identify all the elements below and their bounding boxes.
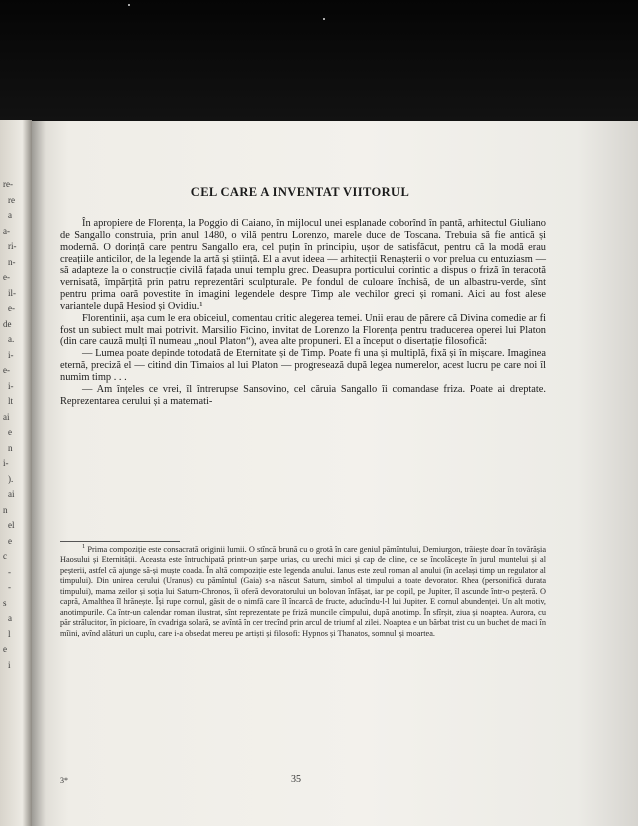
footnote-marker: 1 <box>82 543 86 551</box>
left-page-fragment: i- <box>8 349 14 360</box>
left-page-fragment: ri- <box>8 241 17 251</box>
left-page-fragment: ai <box>3 411 10 422</box>
gutter-shadow <box>32 121 46 826</box>
left-page-fragment: i- <box>8 380 14 391</box>
left-page-fragment: a. <box>8 334 15 344</box>
left-page-fragment: a <box>8 210 12 220</box>
left-page-fragment: re <box>8 194 15 205</box>
left-page-fragment: e <box>3 644 7 654</box>
left-page-fragment: e <box>8 535 12 546</box>
printer-signature: 3* <box>60 776 68 785</box>
left-page-fragment: i <box>8 659 11 670</box>
left-page-fragment: - <box>8 582 11 592</box>
body-text <box>60 218 546 408</box>
left-page-fragment: el <box>8 520 15 530</box>
left-page-fragment: il- <box>8 287 16 298</box>
chapter-title: CEL CARE A INVENTAT VIITORUL <box>190 185 410 199</box>
dialogue-paragraph: — Am înțeles ce vrei, îl întrerupse Sansovino, cel căruia Sangallo îi comandase friza. Poate ai dreptate. Reprezentarea cerului și a matemati- <box>60 383 546 407</box>
left-page-fragment: e- <box>3 272 10 282</box>
left-page-fragment: l <box>8 628 11 639</box>
left-page-fragment: n <box>3 504 8 515</box>
footnote-text: Prima compoziție este consacrată originii lumii. O stîncă brună cu o grotă în care geniul pămîntului, Demiurgon, trăiește doar în tovărășia Haosului și Eternității. Aceasta este întruchipată printr-un șarpe urias, cu urechi mici și cap de cline, ce se încolăceşte în jurul muntelui și al peșterii, astfel că ajunge să-și muște coada. În altă compoziție este legenda anului. Ianus este zeul roman al anului (în același timp un regulator al timpului). Din unirea cerului (Uranus) cu pămîntul (Gaia) s-a născut Saturn, simbol al timpului a toate devorator. Rhea (personificã durata timpului), mama zeilor și soția lui Saturn-Chronos, îi oferă devoratorului un bolovan înfășat, iar pe copil, pe Jupiter, îl ascunde într-o peșteră. O capră, Amalthea îl hrănește. Își rupe cornul, găsit de o nimfă care îl încarcă de fructe, aducîndu-l-l lui Jupiter. E cornul abundenței. Un alt motiv, anotimpurile. Ca într-un calendar roman ilustrat, sînt reprezentate pe friză muncile cîmpului, după anotimp. În sfîrșit, ziua și noaptea. Aurora, cu păr strălucitor, în picioare, în cvadriga solară, se avîntă în cer trecînd prin arcul de triumf al zilei. Noaptea e un bărbat trist cu un buchet de maci în mîini, avînd alături un cuplu, care i-a obsedat mereu pe artiști și filosofi: Hypnos și Thanatos, somnul și moartea. <box>60 545 546 638</box>
left-page-fragment: i- <box>3 458 9 468</box>
left-page-fragment: re- <box>3 179 13 189</box>
footnote <box>60 545 546 639</box>
left-page-fragment: de <box>3 318 12 329</box>
left-page-fragment: e- <box>3 365 10 375</box>
left-page-edge <box>0 120 32 826</box>
paragraph: Florentinii, așa cum le era obiceiul, comentau critic alegerea temei. Unii erau de părere că Divina comedie ar fi fost un subiect mult mai potrivit. Marsilio Ficino, invitat de Lorenzo la Florența pentru traducerea operei lui Platon (din care cauză mulți îl numeau „noul Platon“), avea alte propuneri. El a început o disertație filosofică: <box>60 312 546 348</box>
dust-speck <box>128 4 130 6</box>
dust-speck <box>323 18 325 20</box>
left-page-fragment: a- <box>3 225 10 236</box>
left-page-fragment: e <box>8 427 12 437</box>
left-page-fragment: ai <box>8 489 15 499</box>
paragraph: În apropiere de Florența, la Poggio di Caiano, în mijlocul unei esplanade coborînd în pantă, arhitectul Giuliano de Sangallo construia, prin anul 1480, o vilă pentru Lorenzo, marele duce de Toscana. Trebuia să fie antică și modernă. O dorință care pentru Sangallo era, cel puțin în principiu, ușor de satisfăcut, pentru că la modă erau creațiile anticilor, de la legende la artă și știință. El a avut ideea — arhitecții Renașterii o vor prelua cu entuziasm — să adapteze la o construcție civilă fațada unui templu grec. Deasupra porticului corintic a dispus o friză în teracotă vernisată, împărțită prin patru reprezentări sculpturale. Pe fondul de culoare închisă, de un albastru-verde, sînt pentru prima oară povestite în imagini legendele despre Timp ale vechilor greci și romani. Aici au fost alese variantele după Hesiod și Ovidiu.¹ <box>60 218 546 312</box>
left-page-fragment: n <box>8 442 13 453</box>
left-page-fragment: e- <box>8 303 15 313</box>
dialogue-paragraph: — Lumea poate depinde totodată de Eternitate și de Timp. Poate fi una și multiplă, fixă și în mișcare. Imaginea eternă, preciză el — citind din Timaios al lui Platon — progresează după legea numerelor, acest lucru pe care noi îl numim timp . . . <box>60 348 546 383</box>
page-number: 35 <box>291 774 301 785</box>
left-page-fragment: ). <box>8 473 14 484</box>
left-page-fragment: c <box>3 551 7 561</box>
left-page-fragment: n- <box>8 256 16 267</box>
left-page-fragment: a <box>8 613 12 623</box>
left-page-fragment: lt <box>8 396 14 406</box>
left-page-fragment: - <box>8 566 11 577</box>
dark-background-top <box>0 0 638 122</box>
left-page-fragment: s <box>3 597 7 608</box>
footnote-divider <box>60 541 180 542</box>
